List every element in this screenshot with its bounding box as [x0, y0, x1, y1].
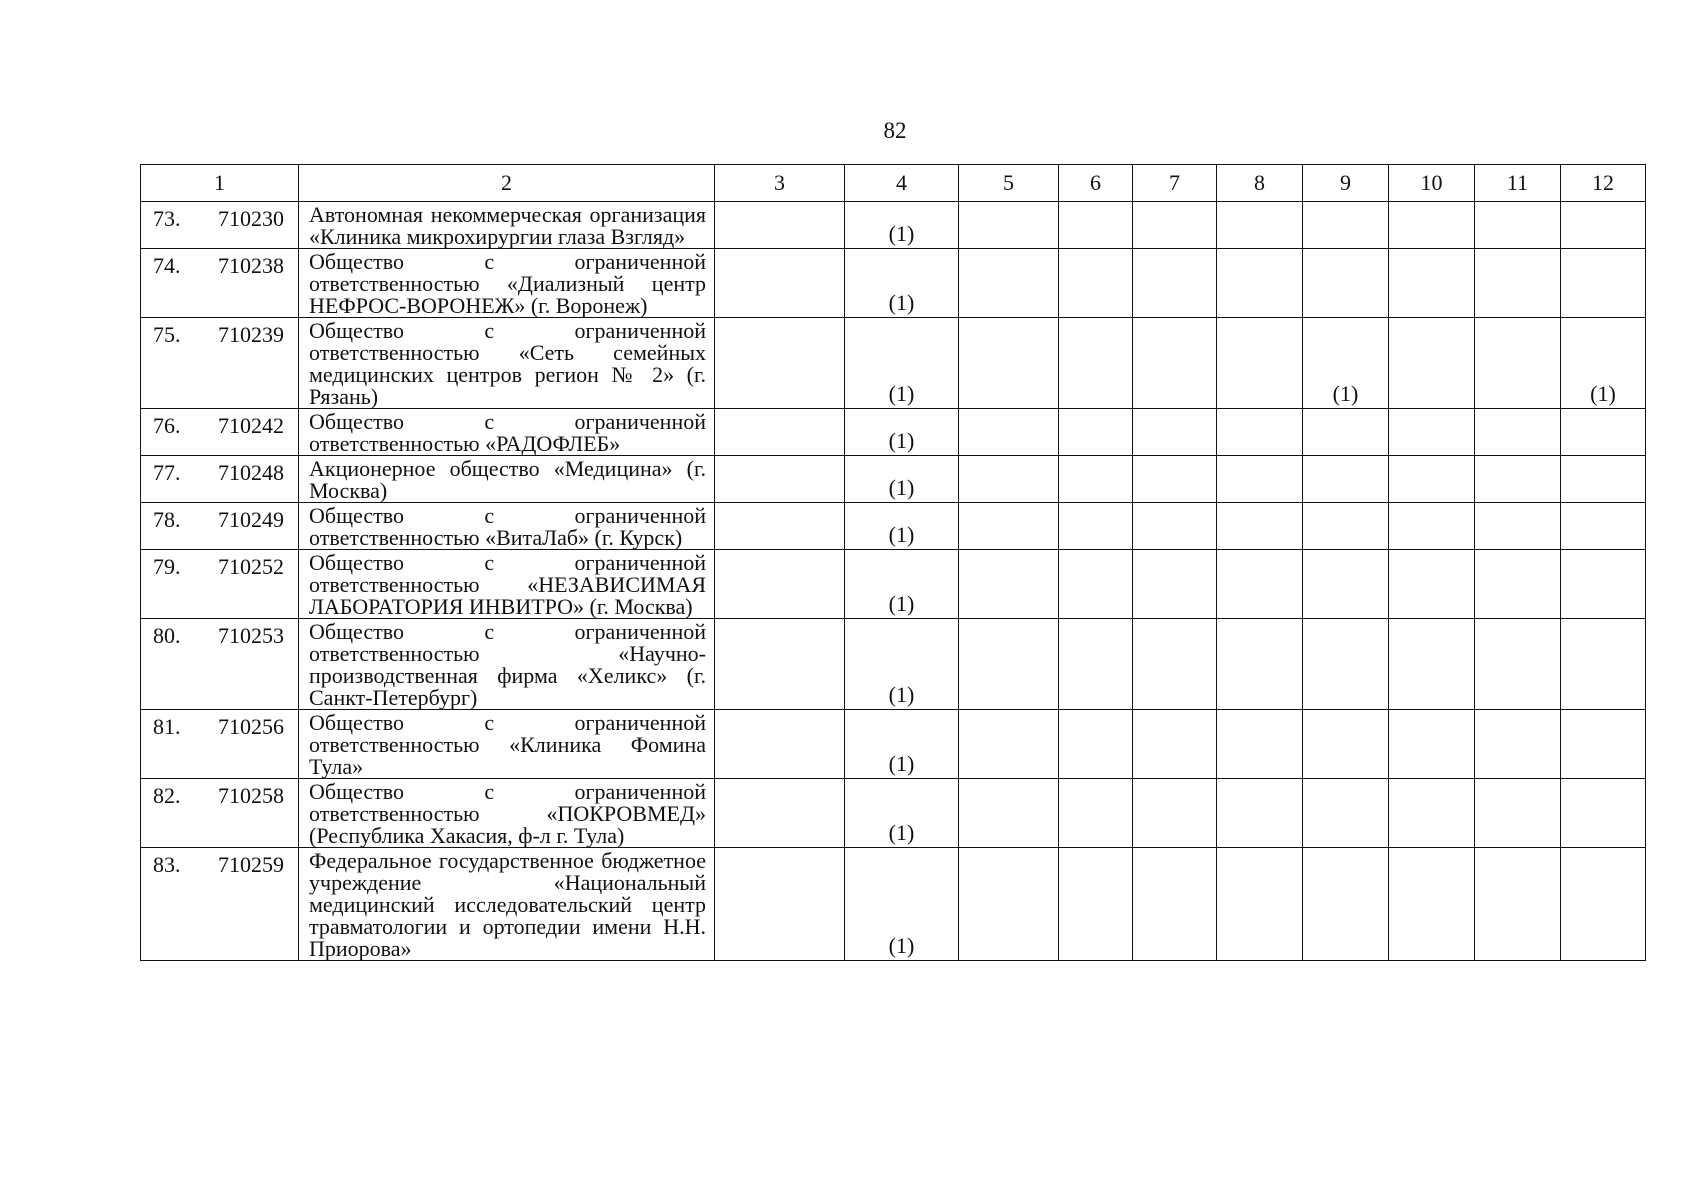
- header-cell: 5: [959, 165, 1059, 202]
- col-5-cell: [959, 456, 1059, 503]
- col-3-cell: [715, 503, 845, 550]
- row-number: 73.: [153, 206, 181, 231]
- col-7-cell: [1133, 409, 1217, 456]
- table-row: [141, 202, 1646, 249]
- col-11-cell: [1475, 318, 1561, 409]
- row-id-cell: [141, 710, 299, 779]
- table-row: [141, 619, 1646, 710]
- row-code: 710258: [218, 783, 284, 808]
- col-7-cell: [1133, 550, 1217, 619]
- organization-name: Общество с ограниченной ответственностью «РАДОФЛЕБ»: [299, 409, 715, 456]
- header-cell: 6: [1059, 165, 1133, 202]
- col-4-cell: (1): [845, 318, 959, 409]
- row-id-cell: [141, 550, 299, 619]
- col-3-cell: [715, 550, 845, 619]
- col-9-cell: [1303, 550, 1389, 619]
- col-12-cell: [1561, 202, 1646, 249]
- col-11-cell: [1475, 848, 1561, 961]
- col-12-cell: [1561, 503, 1646, 550]
- organization-name: Общество с ограниченной ответственностью «Клиника Фомина Тула»: [299, 710, 715, 779]
- col-10-cell: [1389, 503, 1475, 550]
- header-cell: 3: [715, 165, 845, 202]
- table-row: [141, 409, 1646, 456]
- col-5-cell: [959, 550, 1059, 619]
- col-6-cell: [1059, 202, 1133, 249]
- col-6-cell: [1059, 848, 1133, 961]
- col-9-cell: [1303, 619, 1389, 710]
- col-7-cell: [1133, 456, 1217, 503]
- organization-name: Федеральное государственное бюджетное учреждение «Национальный медицинский исследовательский центр травматологии и ортопедии имени Н.Н. Приорова»: [299, 848, 715, 961]
- col-8-cell: [1217, 318, 1303, 409]
- organization-name: Общество с ограниченной ответственностью «НЕЗАВИСИМАЯ ЛАБОРАТОРИЯ ИНВИТРО» (г. Москва): [299, 550, 715, 619]
- col-6-cell: [1059, 318, 1133, 409]
- organization-name: Автономная некоммерческая организация «Клиника микрохирургии глаза Взгляд»: [299, 202, 715, 249]
- col-11-cell: [1475, 409, 1561, 456]
- registry-table: [140, 164, 1646, 961]
- col-8-cell: [1217, 503, 1303, 550]
- col-12-cell: [1561, 550, 1646, 619]
- col-7-cell: [1133, 503, 1217, 550]
- col-10-cell: [1389, 550, 1475, 619]
- col-11-cell: [1475, 550, 1561, 619]
- col-3-cell: [715, 779, 845, 848]
- col-4-cell: (1): [845, 409, 959, 456]
- col-4-cell: (1): [845, 848, 959, 961]
- organization-name: Общество с ограниченной ответственностью «ПОКРОВМЕД» (Республика Хакасия, ф-л г. Тула): [299, 779, 715, 848]
- col-10-cell: [1389, 710, 1475, 779]
- col-10-cell: [1389, 249, 1475, 318]
- col-9-cell: [1303, 249, 1389, 318]
- col-4-cell: (1): [845, 202, 959, 249]
- table-row: [141, 318, 1646, 409]
- row-number: 76.: [153, 413, 181, 438]
- row-code: 710248: [218, 460, 284, 485]
- col-7-cell: [1133, 710, 1217, 779]
- row-code: 710239: [218, 322, 284, 347]
- header-cell: 11: [1475, 165, 1561, 202]
- col-7-cell: [1133, 202, 1217, 249]
- row-code: 710252: [218, 554, 284, 579]
- col-9-cell: [1303, 456, 1389, 503]
- table-row: [141, 710, 1646, 779]
- table-row: [141, 503, 1646, 550]
- col-5-cell: [959, 779, 1059, 848]
- col-9-cell: [1303, 503, 1389, 550]
- organization-name: Общество с ограниченной ответственностью «ВитаЛаб» (г. Курск): [299, 503, 715, 550]
- row-number: 79.: [153, 554, 181, 579]
- col-5-cell: [959, 249, 1059, 318]
- col-12-cell: [1561, 710, 1646, 779]
- row-id-cell: [141, 848, 299, 961]
- row-code: 710253: [218, 623, 284, 648]
- col-6-cell: [1059, 779, 1133, 848]
- col-10-cell: [1389, 848, 1475, 961]
- row-id-cell: [141, 503, 299, 550]
- organization-name: Общество с ограниченной ответственностью «Сеть семейных медицинских центров регион № 2» (г. Рязань): [299, 318, 715, 409]
- row-number: 78.: [153, 507, 181, 532]
- col-7-cell: [1133, 779, 1217, 848]
- col-3-cell: [715, 619, 845, 710]
- row-number: 80.: [153, 623, 181, 648]
- col-6-cell: [1059, 619, 1133, 710]
- row-code: 710230: [218, 206, 284, 231]
- row-id-cell: [141, 779, 299, 848]
- header-row: [141, 165, 1646, 202]
- col-12-cell: [1561, 249, 1646, 318]
- col-12-cell: [1561, 848, 1646, 961]
- col-3-cell: [715, 202, 845, 249]
- page-number: 82: [883, 118, 907, 143]
- col-8-cell: [1217, 710, 1303, 779]
- header-cell: 4: [845, 165, 959, 202]
- col-4-cell: (1): [845, 456, 959, 503]
- col-5-cell: [959, 619, 1059, 710]
- col-4-cell: (1): [845, 550, 959, 619]
- row-code: 710256: [218, 714, 284, 739]
- table-body: [141, 202, 1646, 961]
- row-id-cell: [141, 202, 299, 249]
- row-code: 710238: [218, 253, 284, 278]
- col-4-cell: (1): [845, 779, 959, 848]
- organization-name: Общество с ограниченной ответственностью «Научно-производственная фирма «Хеликс» (г. Санкт-Петербург): [299, 619, 715, 710]
- row-id-cell: [141, 318, 299, 409]
- row-number: 82.: [153, 783, 181, 808]
- row-number: 74.: [153, 253, 181, 278]
- col-10-cell: [1389, 619, 1475, 710]
- col-6-cell: [1059, 409, 1133, 456]
- header-cell: 9: [1303, 165, 1389, 202]
- col-9-cell: [1303, 779, 1389, 848]
- table-row: [141, 779, 1646, 848]
- header-cell: 1: [141, 165, 299, 202]
- col-9-cell: [1303, 202, 1389, 249]
- col-5-cell: [959, 710, 1059, 779]
- table-row: [141, 550, 1646, 619]
- col-9-cell: [1303, 409, 1389, 456]
- col-8-cell: [1217, 249, 1303, 318]
- col-6-cell: [1059, 456, 1133, 503]
- col-4-cell: (1): [845, 503, 959, 550]
- col-6-cell: [1059, 710, 1133, 779]
- row-code: 710242: [218, 413, 284, 438]
- header-cell: 8: [1217, 165, 1303, 202]
- col-8-cell: [1217, 550, 1303, 619]
- col-9-cell: [1303, 848, 1389, 961]
- col-8-cell: [1217, 456, 1303, 503]
- col-10-cell: [1389, 202, 1475, 249]
- header-cell: 2: [299, 165, 715, 202]
- col-3-cell: [715, 710, 845, 779]
- row-number: 81.: [153, 714, 181, 739]
- header-cell: 7: [1133, 165, 1217, 202]
- col-3-cell: [715, 249, 845, 318]
- col-5-cell: [959, 202, 1059, 249]
- row-id-cell: [141, 456, 299, 503]
- col-12-cell: [1561, 409, 1646, 456]
- col-8-cell: [1217, 848, 1303, 961]
- row-number: 75.: [153, 322, 181, 347]
- col-10-cell: [1389, 779, 1475, 848]
- col-5-cell: [959, 318, 1059, 409]
- header-cell: 12: [1561, 165, 1646, 202]
- col-7-cell: [1133, 619, 1217, 710]
- row-code: 710249: [218, 507, 284, 532]
- col-5-cell: [959, 848, 1059, 961]
- col-9-cell: [1303, 710, 1389, 779]
- col-11-cell: [1475, 456, 1561, 503]
- col-12-cell: [1561, 456, 1646, 503]
- col-3-cell: [715, 456, 845, 503]
- table-row: [141, 848, 1646, 961]
- organization-name: Акционерное общество «Медицина» (г. Москва): [299, 456, 715, 503]
- col-3-cell: [715, 848, 845, 961]
- col-4-cell: (1): [845, 249, 959, 318]
- row-number: 77.: [153, 460, 181, 485]
- col-11-cell: [1475, 710, 1561, 779]
- col-8-cell: [1217, 202, 1303, 249]
- col-11-cell: [1475, 619, 1561, 710]
- col-12-cell: [1561, 779, 1646, 848]
- table-row: [141, 456, 1646, 503]
- col-5-cell: [959, 503, 1059, 550]
- organization-name: Общество с ограниченной ответственностью «Диализный центр НЕФРОС-ВОРОНЕЖ» (г. Воронеж): [299, 249, 715, 318]
- col-6-cell: [1059, 249, 1133, 318]
- col-3-cell: [715, 318, 845, 409]
- row-id-cell: [141, 249, 299, 318]
- col-5-cell: [959, 409, 1059, 456]
- col-3-cell: [715, 409, 845, 456]
- col-10-cell: [1389, 318, 1475, 409]
- col-11-cell: [1475, 249, 1561, 318]
- col-11-cell: [1475, 779, 1561, 848]
- col-12-cell: (1): [1561, 318, 1646, 409]
- table-row: [141, 249, 1646, 318]
- col-8-cell: [1217, 779, 1303, 848]
- col-4-cell: (1): [845, 619, 959, 710]
- col-6-cell: [1059, 550, 1133, 619]
- header-cell: 10: [1389, 165, 1475, 202]
- col-10-cell: [1389, 409, 1475, 456]
- row-id-cell: [141, 619, 299, 710]
- col-12-cell: [1561, 619, 1646, 710]
- col-4-cell: (1): [845, 710, 959, 779]
- col-10-cell: [1389, 456, 1475, 503]
- col-11-cell: [1475, 503, 1561, 550]
- col-8-cell: [1217, 619, 1303, 710]
- col-7-cell: [1133, 249, 1217, 318]
- row-number: 83.: [153, 852, 181, 877]
- col-6-cell: [1059, 503, 1133, 550]
- col-7-cell: [1133, 318, 1217, 409]
- col-9-cell: (1): [1303, 318, 1389, 409]
- col-7-cell: [1133, 848, 1217, 961]
- col-11-cell: [1475, 202, 1561, 249]
- row-code: 710259: [218, 852, 284, 877]
- col-8-cell: [1217, 409, 1303, 456]
- row-id-cell: [141, 409, 299, 456]
